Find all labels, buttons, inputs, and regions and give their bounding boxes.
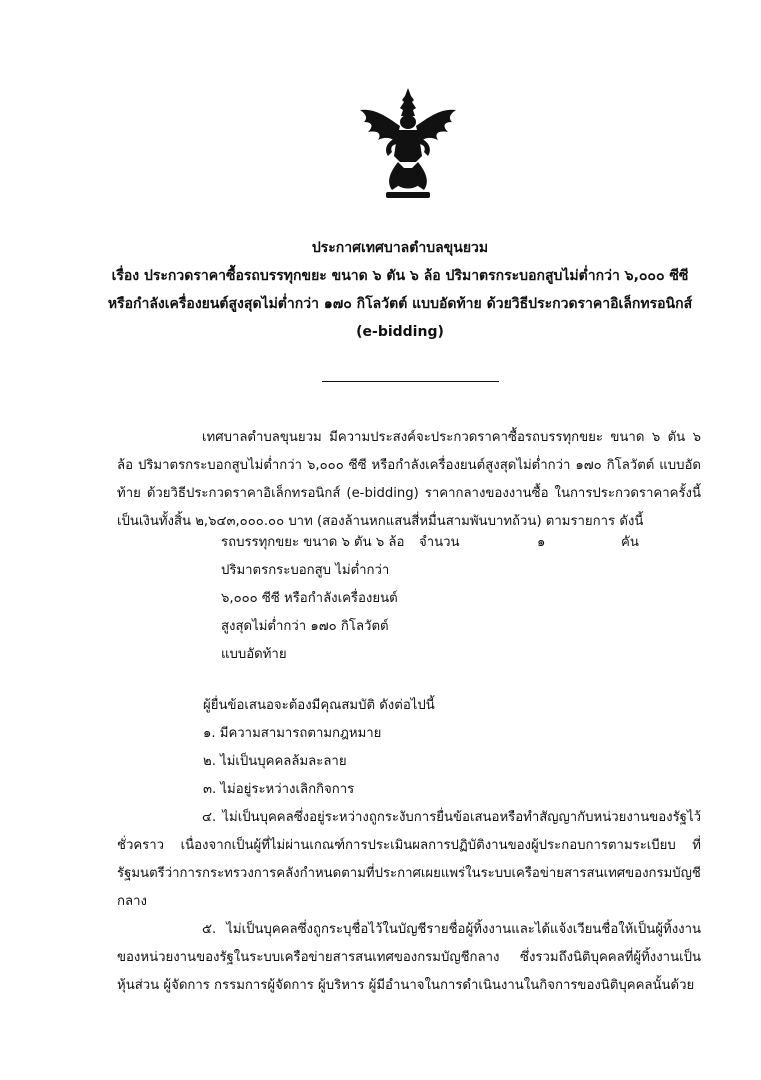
title-divider bbox=[322, 381, 499, 382]
page-title: ประกาศเทศบาลตำบลขุนยวม bbox=[311, 240, 489, 256]
qualification-item: ๔. ไม่เป็นบุคคลซึ่งอยู่ระหว่างถูกระงับการยื่นข้อเสนอหรือทำสัญญากับหน่วยงานของรัฐไว้ชั่วคราว เนื่องจากเป็นผู้ที่ไม่ผ่านเกณฑ์การประเมินผลการปฏิบัติงานของผู้ประกอบการตามระเบียบ ที่รัฐมนตรีว่าการกระทรวงการคลังกำหนดตามที่ประกาศเผยแพร่ในระบบเครือข่ายสารสนเทศของกรมบัญชีกลาง bbox=[117, 810, 701, 909]
garuda-emblem-icon bbox=[356, 86, 460, 202]
quantity-label: จำนวน bbox=[419, 535, 460, 550]
announcement-subject: เรื่อง ประกวดราคาซื้อรถบรรทุกขยะ ขนาด ๖ ตัน ๖ ล้อ ปริมาตรกระบอกสูบไม่ต่ำกว่า ๖,๐๐๐ ซีซี หรือกำลังเครื่องยนต์สูงสุดไม่ต่ำกว่า ๑๗๐ กิโลวัตต์ แบบอัดท้าย ด้วยวิธีประกวดราคาอิเล็กทรอนิกส์ (e-bidding) bbox=[107, 268, 693, 340]
qualification-item: ๓. ไม่อยู่ระหว่างเลิกกิจการ bbox=[203, 782, 355, 797]
qualification-item: ๕. ไม่เป็นบุคคลซึ่งถูกระบุชื่อไว้ในบัญชีรายชื่อผู้ทิ้งงานและได้แจ้งเวียนชื่อให้เป็นผู้ทิ้งงานของหน่วยงานของรัฐในระบบเครือข่ายสารสนเทศของกรมบัญชีกลาง ซึ่งรวมถึงนิติบุคคลที่ผู้ทิ้งงานเป็นหุ้นส่วน ผู้จัดการ กรรมการผู้จัดการ ผู้บริหาร ผู้มีอำนาจในการดำเนินงานในกิจการของนิติบุคคลนั้นด้วย bbox=[117, 922, 701, 993]
qualifications-intro: ผู้ยื่นข้อเสนอจะต้องมีคุณสมบัติ ดังต่อไปนี้ bbox=[203, 698, 435, 713]
intro-paragraph: เทศบาลตำบลขุนยวม มีความประสงค์จะประกวดราคาซื้อรถบรรทุกขยะ ขนาด ๖ ตัน ๖ ล้อ ปริมาตรกระบอกสูบไม่ต่ำกว่า ๖,๐๐๐ ซีซี หรือกำลังเครื่องยนต์สูงสุดไม่ต่ำกว่า ๑๗๐ กิโลวัตต์ แบบอัดท้าย ด้วยวิธีประกวดราคาอิเล็กทรอนิกส์ (e-bidding) ราคากลางของงานซื้อ ในการประกวดราคาครั้งนี้ เป็นเงินทั้งสิ้น ๒,๖๔๓,๐๐๐.๐๐ บาท (สองล้านหกแสนสี่หมื่นสามพันบาทถ้วน) ตามรายการ ดังนี้ bbox=[117, 430, 701, 529]
qualification-item: ๒. ไม่เป็นบุคคลล้มละลาย bbox=[203, 754, 347, 769]
quantity-value: ๑ bbox=[537, 535, 546, 550]
item-description: รถบรรทุกขยะ ขนาด ๖ ตัน ๖ ล้อ ปริมาตรกระบอกสูบ ไม่ต่ำกว่า ๖,๐๐๐ ซีซี หรือกำลังเครื่องยนต์สูงสุดไม่ต่ำกว่า ๑๗๐ กิโลวัตต์ แบบอัดท้าย bbox=[221, 535, 405, 662]
quantity-unit: คัน bbox=[621, 535, 639, 550]
qualification-item: ๑. มีความสามารถตามกฎหมาย bbox=[203, 726, 382, 741]
